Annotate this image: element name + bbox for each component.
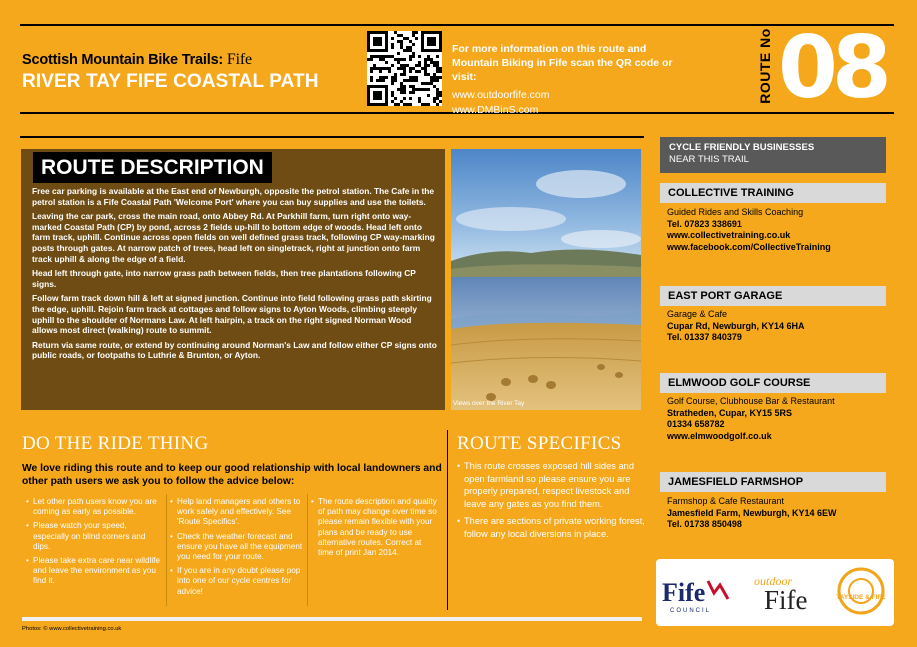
- footer-bar: [22, 617, 642, 621]
- link-outdoorfife[interactable]: www.outdoorfife.com: [452, 89, 550, 101]
- column-divider: [166, 494, 167, 606]
- advice-item: • Please take extra care near wildlife and leave the environment as you find it.: [26, 556, 164, 587]
- advice-column-3: [311, 497, 439, 562]
- section-divider: [447, 430, 448, 610]
- section-rule: [20, 136, 644, 138]
- ride-thing-heading: DO THE RIDE THING: [22, 433, 209, 454]
- specifics-item: • This route crosses exposed hill sides and open farmland so please ensure you are properly prepared, respect livestock and leave any gates as you find them.: [457, 460, 647, 510]
- svg-text:COUNCIL: COUNCIL: [670, 608, 712, 614]
- photo-caption: Views over the River Tay: [453, 400, 525, 407]
- specifics-item: • There are sections of private working forest, follow any local diversions in place.: [457, 515, 647, 540]
- top-rule: [20, 24, 894, 26]
- business-details: Guided Rides and Skills Coaching Tel. 07823 338691 www.collectivetraining.co.uk www.facebook.com/CollectiveTraining: [667, 207, 831, 252]
- route-specifics-heading: ROUTE SPECIFICS: [457, 433, 622, 454]
- ride-thing-intro: We love riding this route and to keep our good relationship with local landowners and other path users we ask you to follow the advice below:: [22, 463, 442, 487]
- business-name: COLLECTIVE TRAINING: [660, 183, 886, 203]
- business-name: JAMESFIELD FARMSHOP: [660, 472, 886, 492]
- qr-code[interactable]: [367, 31, 442, 106]
- description-paragraph: Leaving the car park, cross the main road, onto Abbey Rd. At Parkhill farm, turn right onto way-marked Coastal Path (CP) by pond, across 2 fields up-hill to bottom edge of woods. Head left onto farm track, uphill. Continue across open fields on well defined grass track, following CP way-marking posts through gates. At narrow patch of trees, head left on singletrack, right at junction onto farm track uphill & along the edge of a field.: [32, 211, 435, 264]
- description-paragraph: Return via same route, or extend by continuing around Norman's Law and follow either CP signs onto public roads, or footpaths to Luthrie & Brunton, or Ayton.: [32, 339, 437, 361]
- svg-text:Fife: Fife: [764, 585, 808, 615]
- tayside-fife-logo: TAYSIDE & FIFE: [836, 594, 886, 601]
- fife-council-logo: Fife: [662, 578, 706, 607]
- advice-item: • If you are in any doubt please pop into one of our cycle centres for advice!: [170, 566, 304, 597]
- qr-text-1: For more information on this route and: [452, 43, 647, 55]
- business-facebook-link[interactable]: www.facebook.com/CollectiveTraining: [667, 241, 831, 252]
- advice-column-1: [26, 497, 164, 591]
- qr-text-2: Mountain Biking in Fife scan the QR code or visit:: [452, 57, 673, 83]
- advice-column-2: [170, 497, 304, 601]
- route-description-text: [32, 186, 437, 365]
- partner-logos: [656, 559, 894, 626]
- cycle-businesses-heading: CYCLE FRIENDLY BUSINESSES NEAR THIS TRAIL: [660, 137, 886, 173]
- route-specifics-list: [457, 460, 647, 546]
- advice-item: • Help land managers and others to work safely and effectively. See 'Route Specifics'.: [170, 497, 304, 528]
- advice-item: • The route description and quality of path may change over time so please remain flexible with your plans and be ready to use alternative routes. Correct at time of print Jan 2014.: [311, 497, 439, 558]
- route-number: 08: [778, 18, 886, 118]
- route-number-label: ROUTE No: [757, 27, 773, 104]
- advice-item: • Let other path users know you are coming as early as possible.: [26, 497, 164, 517]
- business-name: ELMWOOD GOLF COURSE: [660, 373, 886, 393]
- outdoor-fife-logo: outdoor: [754, 574, 793, 588]
- business-details: Farmshop & Cafe Restaurant Jamesfield Farm, Newburgh, KY14 6EW Tel. 01738 850498: [667, 496, 837, 530]
- business-name: EAST PORT GARAGE: [660, 286, 886, 306]
- business-details: Golf Course, Clubhouse Bar & Restaurant Stratheden, Cupar, KY15 5RS 01334 658782 www.elmwoodgolf.co.uk: [667, 396, 835, 441]
- qr-info: [452, 42, 692, 117]
- column-divider: [307, 494, 308, 606]
- description-paragraph: Head left through gate, into narrow grass path between fields, then tree plantations following CP signs.: [32, 268, 416, 289]
- link-dmbins[interactable]: www.DMBinS.com: [452, 104, 539, 116]
- photo-credit: Photos: © www.collectivetraining.co.uk: [22, 626, 122, 632]
- route-description-heading: ROUTE DESCRIPTION: [33, 152, 272, 183]
- description-paragraph: Follow farm track down hill & left at signed junction. Continue into field following grass path skirting the edge, uphill. Rejoin farm track at cottages and follow signs to Ayton Woods, climbing steeply uphill to the shoulder of Normans Law. At left hairpin, a track on the right signed Norman Wood allows most direct (walking) route to summit.: [32, 293, 432, 336]
- advice-item: • Check the weather forecast and ensure you have all the equipment you need for your route.: [170, 532, 304, 563]
- river-tay-photo: [451, 149, 641, 410]
- description-paragraph: Free car parking is available at the East end of Newburgh, opposite the petrol station. The Cafe in the petrol station is a Fife Coastal Path 'Welcome Port' where you can buy supplies and use the toilets.: [32, 186, 435, 207]
- series-title: Scottish Mountain Bike Trails: Fife: [22, 51, 252, 68]
- route-title: RIVER TAY FIFE COASTAL PATH: [22, 71, 319, 92]
- business-website-link[interactable]: www.elmwoodgolf.co.uk: [667, 430, 772, 441]
- business-details: Garage & Cafe Cupar Rd, Newburgh, KY14 6HA Tel. 01337 840379: [667, 309, 805, 343]
- business-website-link[interactable]: www.collectivetraining.co.uk: [667, 230, 791, 241]
- advice-item: • Please watch your speed, especially on blind corners and dips.: [26, 521, 164, 552]
